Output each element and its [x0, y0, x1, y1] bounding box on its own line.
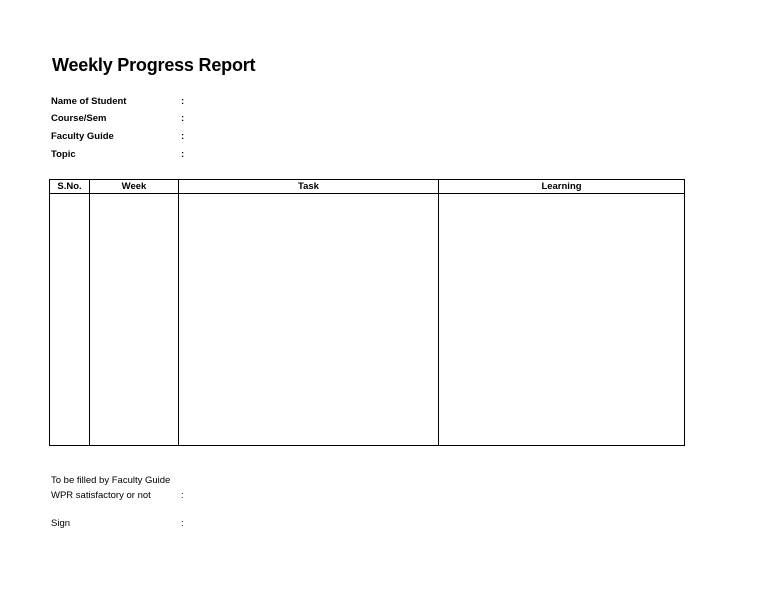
- sign-separator: :: [181, 518, 184, 529]
- cell-week[interactable]: [90, 194, 179, 446]
- field-label: Course/Sem: [51, 113, 107, 124]
- column-header-learning: Learning: [439, 180, 685, 194]
- field-label: Faculty Guide: [51, 131, 114, 142]
- sign-label: Sign: [51, 518, 71, 529]
- page-title: Weekly Progress Report: [52, 55, 256, 75]
- wpr-separator: :: [181, 490, 184, 501]
- table-header-row: [50, 180, 685, 194]
- column-header-task: Task: [179, 180, 439, 194]
- field-label: Name of Student: [51, 96, 127, 107]
- cell-learning[interactable]: [439, 194, 685, 446]
- field-separator: :: [181, 149, 185, 160]
- table-row: [50, 194, 685, 446]
- wpr-label: WPR satisfactory or not: [51, 490, 151, 501]
- field-label: Topic: [51, 149, 76, 160]
- column-header-week: Week: [90, 180, 179, 194]
- field-separator: :: [181, 131, 185, 142]
- progress-table: [49, 179, 685, 446]
- field-separator: :: [181, 113, 185, 124]
- column-header-sno: S.No.: [50, 180, 90, 194]
- cell-task[interactable]: [179, 194, 439, 446]
- field-separator: :: [181, 96, 185, 107]
- footer-note-label: To be filled by Faculty Guide: [51, 475, 171, 486]
- cell-sno[interactable]: [50, 194, 90, 446]
